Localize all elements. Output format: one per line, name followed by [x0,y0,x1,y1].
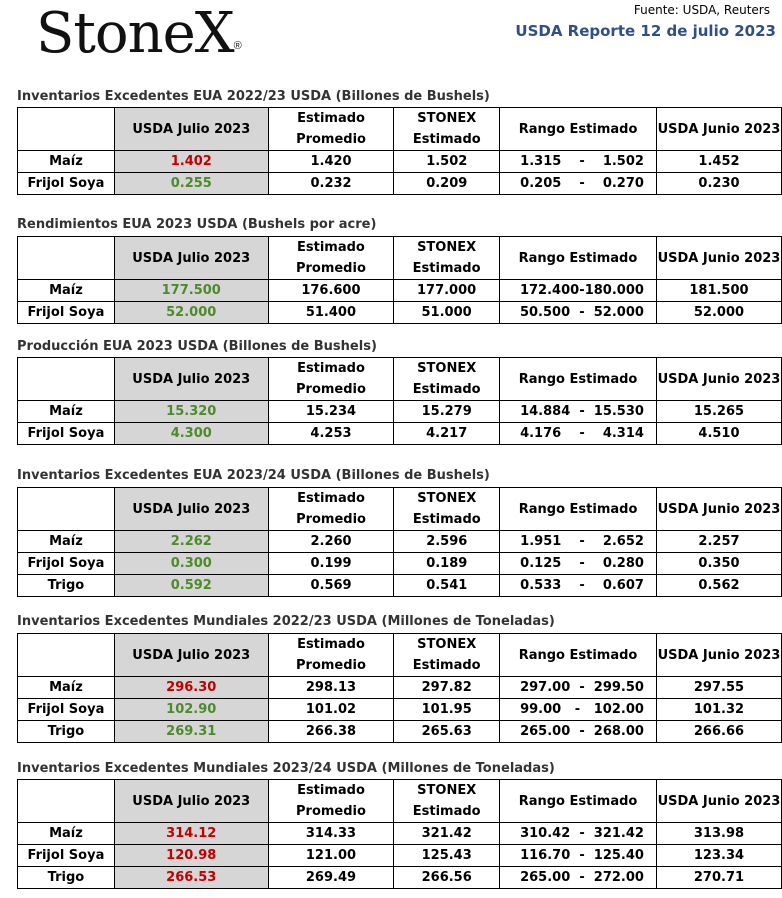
stonex-estimado-line: Estimado [412,382,481,397]
col-stonex-estimado [394,634,500,677]
estimado-line: Estimado [297,111,365,126]
table-row [18,677,782,699]
rango-dash: - [579,283,585,298]
rango-dash: - [579,724,585,739]
rango-estimado-value [500,553,657,575]
stonex-estimado-value: 0.541 [394,575,500,597]
estimado-promedio-value: 269.49 [268,867,394,889]
col-usda-julio: USDA Julio 2023 [114,634,268,677]
col-rango-estimado: Rango Estimado [500,488,657,531]
row-label: Frijol Soya [18,553,115,575]
rango-min: 1.315 [520,154,562,169]
estimado-promedio-value: 266.38 [268,721,394,743]
rango-max: 2.652 [602,534,644,549]
estimado-promedio-value: 4.253 [268,423,394,445]
stonex-line: STONEX [417,361,477,376]
table-row [18,845,782,867]
stonex-estimado-value: 101.95 [394,699,500,721]
registered-mark: ® [233,40,242,52]
row-label: Frijol Soya [18,173,115,195]
estimado-line: Estimado [297,491,365,506]
usda-junio-value: 2.257 [656,531,781,553]
section-title: Inventarios Excedentes EUA 2022/23 USDA (Billones de Bushels) [17,89,490,104]
rango-dash: - [579,534,585,549]
usda-junio-value: 0.562 [656,575,781,597]
usda-julio-value: 1.402 [114,151,268,173]
section-title: Inventarios Excedentes EUA 2023/24 USDA (Billones de Bushels) [17,468,490,483]
table-row [18,423,782,445]
row-label: Frijol Soya [18,699,115,721]
rango-estimado-value [500,531,657,553]
col-estimado-promedio [268,108,394,151]
rango-min: 0.125 [520,556,562,571]
col-rango-estimado: Rango Estimado [500,780,657,823]
table-row [18,823,782,845]
corner-cell [18,108,115,151]
rango-estimado-value [500,721,657,743]
rango-max: 102.00 [593,702,644,717]
stonex-estimado-value: 15.279 [394,401,500,423]
rango-estimado-value [500,401,657,423]
usda-junio-value: 266.66 [656,721,781,743]
stonex-estimado-value: 321.42 [394,823,500,845]
row-label: Frijol Soya [18,845,115,867]
usda-junio-value: 0.230 [656,173,781,195]
usda-junio-value: 4.510 [656,423,781,445]
header-row [18,488,782,531]
usda-julio-value: 4.300 [114,423,268,445]
rango-dash: - [579,870,585,885]
stonex-estimado-value: 0.189 [394,553,500,575]
row-label: Frijol Soya [18,302,115,324]
rango-estimado-value [500,677,657,699]
corner-cell [18,488,115,531]
usda-julio-value: 0.255 [114,173,268,195]
usda-julio-value: 177.500 [114,280,268,302]
table-row [18,531,782,553]
row-label: Maíz [18,823,115,845]
rango-estimado-value [500,845,657,867]
col-stonex-estimado [394,108,500,151]
section-title: Inventarios Excedentes Mundiales 2022/23 USDA (Millones de Toneladas) [17,614,555,629]
stonex-logo [36,0,242,68]
rango-estimado-value [500,173,657,195]
rango-dash: - [579,426,585,441]
data-table [17,357,782,445]
stonex-estimado-value: 177.000 [394,280,500,302]
header-row [18,237,782,280]
col-usda-junio: USDA Junio 2023 [656,358,781,401]
rango-min: 265.00 [520,870,571,885]
rango-min: 4.176 [520,426,562,441]
rango-min: 116.70 [520,848,571,863]
data-table [17,779,782,889]
estimado-promedio-value: 0.199 [268,553,394,575]
col-usda-junio: USDA Junio 2023 [656,634,781,677]
col-estimado-promedio [268,780,394,823]
rango-dash: - [579,154,585,169]
rango-min: 265.00 [520,724,571,739]
col-stonex-estimado [394,237,500,280]
col-usda-julio: USDA Julio 2023 [114,780,268,823]
rango-estimado-value [500,823,657,845]
rango-dash: - [579,848,585,863]
rango-estimado-value [500,423,657,445]
table-row [18,553,782,575]
rango-estimado-value [499,280,656,302]
stonex-estimado-value: 2.596 [394,531,500,553]
row-label: Frijol Soya [18,423,115,445]
corner-cell [18,780,115,823]
rango-min: 310.42 [520,826,571,841]
usda-julio-value: 15.320 [114,401,268,423]
col-stonex-estimado [394,780,500,823]
stonex-estimado-value: 51.000 [394,302,500,324]
estimado-promedio-value: 51.400 [268,302,394,324]
rango-dash: - [579,556,585,571]
col-estimado-promedio [268,634,394,677]
rango-dash: - [579,578,585,593]
table-row [18,721,782,743]
corner-cell [18,237,115,280]
rango-dash: - [579,305,585,320]
col-rango-estimado: Rango Estimado [500,108,657,151]
usda-junio-value: 0.350 [656,553,781,575]
estimado-promedio-value: 176.600 [268,280,394,302]
row-label: Trigo [18,721,115,743]
row-label: Trigo [18,575,115,597]
stonex-estimado-value: 265.63 [394,721,500,743]
col-usda-junio: USDA Junio 2023 [656,488,781,531]
promedio-line: Promedio [296,658,366,673]
estimado-promedio-value: 15.234 [268,401,394,423]
estimado-line: Estimado [297,783,365,798]
stonex-line: STONEX [417,491,477,506]
table-row [18,173,782,195]
table-row [18,575,782,597]
col-usda-julio: USDA Julio 2023 [114,108,268,151]
rango-estimado-value [500,867,657,889]
stonex-line: STONEX [417,111,477,126]
rango-estimado-value [500,151,657,173]
stonex-estimado-line: Estimado [412,261,481,276]
usda-junio-value: 313.98 [656,823,781,845]
promedio-line: Promedio [296,132,366,147]
estimado-line: Estimado [297,361,365,376]
estimado-promedio-value: 0.232 [268,173,394,195]
rango-max: 52.000 [593,305,644,320]
rango-dash: - [574,702,581,717]
stonex-estimado-value: 125.43 [394,845,500,867]
row-label: Maíz [18,151,115,173]
row-label: Trigo [18,867,115,889]
row-label: Maíz [18,280,115,302]
promedio-line: Promedio [295,261,366,276]
table-row [18,280,782,302]
usda-julio-value: 314.12 [114,823,268,845]
rango-max: 0.270 [602,176,644,191]
col-stonex-estimado [394,358,500,401]
rango-min: 172.400 [519,283,580,298]
estimado-promedio-value: 298.13 [268,677,394,699]
corner-cell [18,358,115,401]
stonex-estimado-value: 0.209 [394,173,500,195]
stonex-line: STONEX [417,783,477,798]
rango-min: 0.533 [520,578,562,593]
table-row [18,401,782,423]
col-rango-estimado: Rango Estimado [499,237,656,280]
usda-junio-value: 297.55 [656,677,781,699]
col-usda-junio: USDA Junio 2023 [656,237,781,280]
col-rango-estimado: Rango Estimado [500,634,657,677]
rango-dash: - [579,176,585,191]
col-stonex-estimado [394,488,500,531]
header-row [18,358,782,401]
rango-max: 180.000 [584,283,644,298]
col-rango-estimado: Rango Estimado [500,358,657,401]
usda-julio-value: 52.000 [114,302,268,324]
rango-max: 0.607 [602,578,644,593]
rango-min: 99.00 [520,702,562,717]
rango-max: 299.50 [593,680,644,695]
col-usda-julio: USDA Julio 2023 [114,358,268,401]
estimado-promedio-value: 314.33 [268,823,394,845]
rango-estimado-value [500,699,657,721]
table-row [18,699,782,721]
usda-junio-value: 123.34 [656,845,781,867]
usda-junio-value: 1.452 [656,151,781,173]
source-note: Fuente: USDA, Reuters [633,3,770,17]
table-row [18,867,782,889]
usda-junio-value: 101.32 [656,699,781,721]
col-usda-julio: USDA Julio 2023 [114,237,268,280]
rango-max: 0.280 [602,556,644,571]
usda-julio-value: 266.53 [114,867,268,889]
usda-julio-value: 0.592 [114,575,268,597]
data-table [17,236,782,324]
stonex-estimado-value: 1.502 [394,151,500,173]
stonex-estimado-value: 4.217 [394,423,500,445]
estimado-promedio-value: 121.00 [268,845,394,867]
estimado-promedio-value: 0.569 [268,575,394,597]
table-row [18,151,782,173]
row-label: Maíz [18,401,115,423]
stonex-line: STONEX [417,240,477,255]
rango-dash: - [579,680,585,695]
usda-junio-value: 270.71 [656,867,781,889]
data-table [17,107,782,195]
rango-min: 297.00 [520,680,571,695]
section-title: Inventarios Excedentes Mundiales 2023/24 USDA (Millones de Toneladas) [17,761,555,776]
header-row [18,108,782,151]
col-estimado-promedio [268,488,394,531]
estimado-line: Estimado [297,240,365,255]
estimado-line: Estimado [297,637,365,652]
promedio-line: Promedio [296,512,366,527]
section-title: Rendimientos EUA 2023 USDA (Bushels por acre) [17,217,377,232]
logo-text: StoneX [36,1,234,66]
usda-junio-value: 52.000 [656,302,781,324]
rango-max: 125.40 [593,848,644,863]
usda-julio-value: 296.30 [114,677,268,699]
header-row [18,780,782,823]
col-estimado-promedio [268,358,394,401]
rango-max: 272.00 [593,870,644,885]
promedio-line: Promedio [296,382,366,397]
rango-max: 321.42 [593,826,644,841]
rango-max: 4.314 [602,426,644,441]
stonex-estimado-line: Estimado [412,512,481,527]
usda-julio-value: 0.300 [114,553,268,575]
rango-max: 1.502 [602,154,644,169]
promedio-line: Promedio [296,804,366,819]
stonex-line: STONEX [417,637,477,652]
section-title: Producción EUA 2023 USDA (Billones de Bushels) [17,339,377,354]
usda-junio-value: 15.265 [656,401,781,423]
estimado-promedio-value: 2.260 [268,531,394,553]
rango-min: 0.205 [520,176,562,191]
usda-junio-value: 181.500 [656,280,781,302]
rango-min: 1.951 [520,534,562,549]
rango-max: 15.530 [593,404,644,419]
report-title: USDA Reporte 12 de julio 2023 [515,22,776,40]
data-table [17,633,782,743]
usda-julio-value: 102.90 [114,699,268,721]
col-usda-junio: USDA Junio 2023 [656,780,781,823]
col-usda-junio: USDA Junio 2023 [656,108,781,151]
estimado-promedio-value: 101.02 [268,699,394,721]
stonex-estimado-line: Estimado [412,658,481,673]
usda-julio-value: 120.98 [114,845,268,867]
rango-dash: - [579,826,585,841]
usda-julio-value: 269.31 [114,721,268,743]
row-label: Maíz [18,531,115,553]
row-label: Maíz [18,677,115,699]
col-usda-julio: USDA Julio 2023 [114,488,268,531]
rango-dash: - [579,404,585,419]
usda-julio-value: 2.262 [114,531,268,553]
rango-estimado-value [499,302,656,324]
data-table [17,487,782,597]
corner-cell [18,634,115,677]
estimado-promedio-value: 1.420 [268,151,394,173]
stonex-estimado-line: Estimado [412,132,481,147]
table-row [18,302,782,324]
stonex-estimado-value: 266.56 [394,867,500,889]
stonex-estimado-value: 297.82 [394,677,500,699]
col-estimado-promedio [268,237,394,280]
stonex-estimado-line: Estimado [412,804,481,819]
rango-min: 14.884 [520,404,571,419]
rango-estimado-value [500,575,657,597]
rango-max: 268.00 [593,724,644,739]
header-row [18,634,782,677]
rango-min: 50.500 [519,305,571,320]
